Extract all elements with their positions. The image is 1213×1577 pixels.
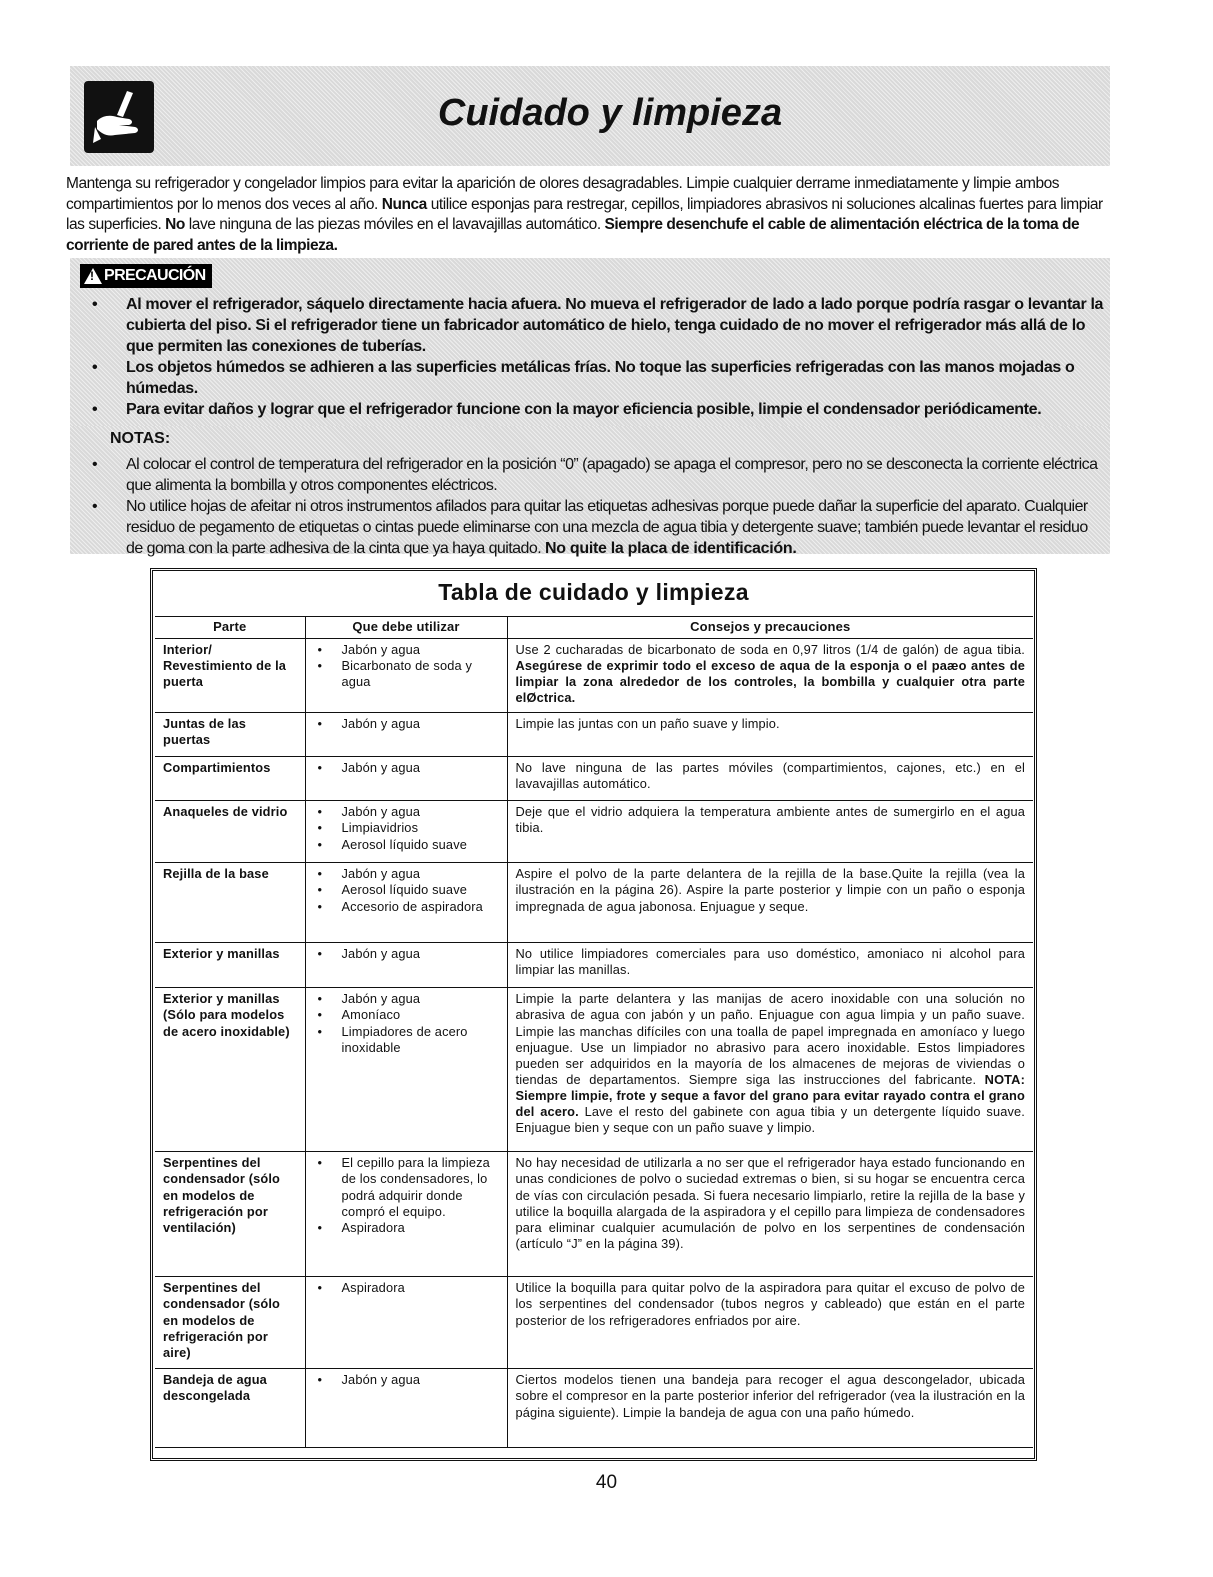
use-item: • Aerosol líquido suave xyxy=(314,882,499,898)
note-item: • No utilice hojas de afeitar ni otros instrumentos afilados para quitar las etiquetas adhesivas porque puede dañar la superficie del aparato. Cualquier residuo de pegamento de etiquetas o cintas puede eliminarse con una mezcla de agua tibia y detergente suave; también puede levantar el residuo de goma con la parte adhesiva de la cinta que ya haya quitado. No quite la placa de identificación. xyxy=(92,498,1088,557)
advice-text: Utilice la boquilla para quitar polvo de la aspiradora para quitar el excuso de polvo de los serpentines del condensador (tubos negros y cableado) que están en el parte posterior de los refrigeradores enfriados por aire. xyxy=(515,1280,1025,1328)
table-row xyxy=(155,988,1033,1152)
use-item: • Bicarbonato de soda y agua xyxy=(314,658,499,690)
use-list xyxy=(314,991,499,1055)
use-item: • Amoníaco xyxy=(314,1007,499,1023)
caution-item: • Los objetos húmedos se adhieren a las superficies metálicas frías. No toque las superficies refrigeradas con las manos mojadas o húmedas. xyxy=(92,359,1075,397)
use-cell xyxy=(305,863,507,943)
use-item: • Jabón y agua xyxy=(314,1372,499,1388)
use-list xyxy=(314,716,499,732)
page-number: 40 xyxy=(595,1472,618,1493)
use-cell xyxy=(305,943,507,988)
use-item: • El cepillo para la limpieza de los condensadores, lo podrá adquirir donde compró el equipo. xyxy=(314,1155,499,1219)
use-list xyxy=(314,1280,499,1296)
advice-cell xyxy=(507,1152,1033,1277)
use-list xyxy=(314,642,499,690)
header-banner xyxy=(70,66,1110,166)
table-row xyxy=(155,863,1033,943)
column-header: Consejos y precauciones xyxy=(507,617,1033,639)
use-cell xyxy=(305,1152,507,1277)
table-title: Tabla de cuidado y limpieza xyxy=(438,579,749,605)
advice-text: No utilice limpiadores comerciales para uso doméstico, amoniaco ni alcohol para limpiar las manillas. xyxy=(515,946,1025,978)
table-row xyxy=(155,1277,1033,1369)
advice-text: Limpie la parte delantera y las manijas de acero inoxidable con una solución no abrasiva de agua con jabón y un paño. Enjuague con agua limpia y un paño suave. Limpie las manchas difíciles con una toalla de papel impregnada en amoníaco y luego enjuague. Use un limpiador no abrasivo para acero inoxidable. Estos limpiadores pueden ser adquiridos en la mayoría de los almacenes de mejoras de viviendas o tiendas de departamentos. Siempre siga las instrucciones del fabricante. xyxy=(515,991,1025,1087)
use-item: • Jabón y agua xyxy=(314,716,499,732)
caution-item: • Para evitar daños y lograr que el refrigerador funcione con la mayor eficiencia posible, limpie el condensador periódicamente. xyxy=(92,401,1042,418)
use-cell xyxy=(305,1277,507,1369)
table-row xyxy=(155,943,1033,988)
caution-item: • Al mover el refrigerador, sáquelo directamente hacia afuera. No mueva el refrigerador de lado a lado porque podría rasgar o levantar la cubierta del piso. Si el refrigerador tiene un fabricador automático de hielo, tenga cuidado de no mover el refrigerador más allá de lo que permiten las conexiones de tuberías. xyxy=(92,296,1104,355)
use-item: • Aspiradora xyxy=(314,1220,499,1236)
notes-title: NOTAS: xyxy=(110,430,171,447)
part-cell: Interior/ Revestimiento de la puerta xyxy=(155,639,305,713)
table-row xyxy=(155,801,1033,863)
use-list xyxy=(314,804,499,852)
advice-cell xyxy=(507,757,1033,801)
table-row xyxy=(155,713,1033,757)
advice-cell xyxy=(507,1369,1033,1448)
advice-text: Aspire el polvo de la parte delantera de la rejilla de la base.Quite la rejilla (vea la ilustración en la página 26). Aspire la parte posterior y limpie con un paño o esponja impregnada de agua jabonosa. Enjuague y seque. xyxy=(515,866,1025,914)
part-cell: Exterior y manillas (Sólo para modelos de acero inoxidable) xyxy=(155,988,305,1152)
advice-cell xyxy=(507,943,1033,988)
care-table-frame xyxy=(150,568,1037,1461)
use-item: • Limpiavidrios xyxy=(314,820,499,836)
use-item: • Limpiadores de acero inoxidable xyxy=(314,1024,499,1056)
notes-block xyxy=(70,426,1110,557)
advice-cell xyxy=(507,801,1033,863)
use-list xyxy=(314,1155,499,1235)
warning-triangle-icon xyxy=(84,268,102,284)
caution-block xyxy=(70,258,1110,428)
advice-text: No hay necesidad de utilizarla a no ser que el refrigerador haya estado funcionando en unas condiciones de polvo o suciedad extremas o bien, si su hogar se encuentra cerca de vías con circulación pesada. Si fuera necesario limpiarlo, retire la rejilla de la base y utilice la boquilla alargada de la aspiradora y el cepillo para limpieza de condensadores para eliminar cualquier acumulación de polvo en los serpentines de condensación (artículo “J” en la página 39). xyxy=(515,1155,1025,1251)
use-item: • Jabón y agua xyxy=(314,866,499,882)
advice-text: Ciertos modelos tienen una bandeja para recoger el agua descongelador, ubicada sobre el compresor en la parte posterior inferior del refrigerador (vea la ilustración en la página siguiente). Limpie la bandeja de agua con una paño húmedo. xyxy=(515,1372,1025,1420)
part-cell: Serpentines del condensador (sólo en modelos de refrigeración por ventilación) xyxy=(155,1152,305,1277)
advice-cell xyxy=(507,639,1033,713)
use-item: • Jabón y agua xyxy=(314,642,499,658)
intro-paragraph: Mantenga su refrigerador y congelador limpios para evitar la aparición de olores desagradables. Limpie cualquier derrame inmediatamente y limpie ambos compartimientos por lo menos dos veces al año. Nunca utilice esponjas para restregar, cepillos, limpiadores abrasivos ni soluciones alcalinas fuertes para limpiar las superficies. No lave ninguna de las piezas móviles en el lavavajillas automático. Siempre desenchufe el cable de alimentación eléctrica de la toma de corriente de pared antes de la limpieza. xyxy=(66,175,1103,254)
part-cell: Juntas de las puertas xyxy=(155,713,305,757)
use-item: • Accesorio de aspiradora xyxy=(314,899,499,915)
use-cell xyxy=(305,988,507,1152)
part-cell: Rejilla de la base xyxy=(155,863,305,943)
table-header-row xyxy=(155,617,1033,639)
page-title: Cuidado y limpieza xyxy=(437,92,783,134)
part-cell: Exterior y manillas xyxy=(155,943,305,988)
use-item: • Jabón y agua xyxy=(314,760,499,776)
use-cell xyxy=(305,713,507,757)
part-cell: Serpentines del condensador (sólo en modelos de refrigeración por aire) xyxy=(155,1277,305,1369)
advice-cell xyxy=(507,988,1033,1152)
column-header: Que debe utilizar xyxy=(305,617,507,639)
use-list xyxy=(314,1372,499,1388)
use-cell xyxy=(305,757,507,801)
advice-text: Limpie las juntas con un paño suave y limpio. xyxy=(515,716,780,732)
use-list xyxy=(314,866,499,914)
part-cell: Bandeja de agua descongelada xyxy=(155,1369,305,1448)
use-item: • Aspiradora xyxy=(314,1280,499,1296)
use-item: • Jabón y agua xyxy=(314,991,499,1007)
advice-cell xyxy=(507,713,1033,757)
table-row xyxy=(155,1152,1033,1277)
table-row xyxy=(155,757,1033,801)
part-cell: Compartimientos xyxy=(155,757,305,801)
advice-cell xyxy=(507,863,1033,943)
advice-text: No lave ninguna de las partes móviles (compartimientos, cajones, etc.) en el lavavajillas automático. xyxy=(515,760,1025,792)
advice-text: Use 2 cucharadas de bicarbonato de soda en 0,97 litros (1/4 de galón) de agua tibia. xyxy=(515,642,1025,657)
table-row xyxy=(155,1369,1033,1448)
use-cell xyxy=(305,801,507,863)
use-list xyxy=(314,760,499,776)
use-item: • Aerosol líquido suave xyxy=(314,837,499,853)
care-table xyxy=(155,616,1033,1448)
part-cell: Anaqueles de vidrio xyxy=(155,801,305,863)
use-item: • Jabón y agua xyxy=(314,946,499,962)
advice-bold-text: Asegúrese de exprimir todo el exceso de aqua de la esponja o el paæo antes de limpiar la zona alrededor de los controles, la bombilla y cualquier otra parte elØctrica. xyxy=(515,658,1025,706)
use-cell xyxy=(305,1369,507,1448)
use-cell xyxy=(305,639,507,713)
advice-text: Lave el resto del gabinete con agua tibia y un detergente líquido suave. Enjuague bien y seque con un paño suave y limpio. xyxy=(515,1104,1026,1136)
use-item: • Jabón y agua xyxy=(314,804,499,820)
caution-badge: ! PRECAUCIÓN xyxy=(80,264,212,288)
caution-list xyxy=(88,294,1104,420)
note-item: • Al colocar el control de temperatura del refrigerador en la posición “0” (apagado) se apaga el compresor, pero no se desconecta la corriente eléctrica que alimenta la bombilla y otros componentes eléctricos. xyxy=(92,456,1098,494)
column-header: Parte xyxy=(155,617,305,639)
advice-cell xyxy=(507,1277,1033,1369)
notes-list xyxy=(88,454,1104,559)
table-row xyxy=(155,639,1033,713)
use-list xyxy=(314,946,499,962)
advice-text: Deje que el vidrio adquiera la temperatura ambiente antes de sumergirlo en el agua tibia. xyxy=(515,804,1025,836)
advice-bold-text: NOTA: Siempre limpie, frote y seque a favor del grano para evitar rayado contra el grano del acero. xyxy=(515,1071,1025,1120)
